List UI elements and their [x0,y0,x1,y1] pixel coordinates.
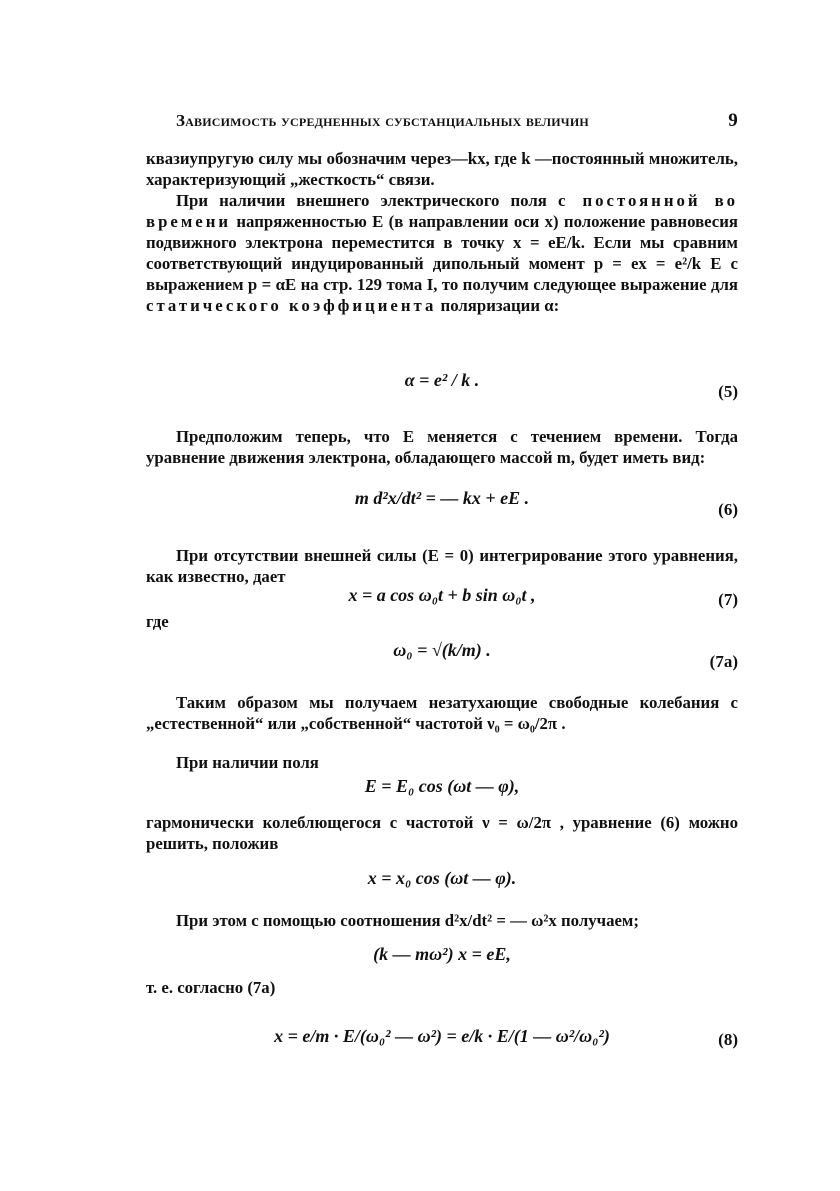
paragraph-2-text [146,190,738,316]
equation-7-number: (7) [718,590,738,609]
equation-field [146,776,738,806]
equation-7a [146,640,738,684]
p2-emphasis-static: статического коэффициента [146,296,437,315]
equation-7-body: x = a cos ω₀t + b sin ω₀t , [348,585,536,605]
equation-8 [146,1010,738,1070]
equation-8-number: (8) [718,1030,738,1049]
paragraph-3-text: Предположим теперь, что E меняется с течением времени. Тогда уравнение движения электрона, обладающего массой m, будет иметь вид: [146,427,738,467]
paragraph-4-text: При отсутствии внешней силы (E = 0) интегрирование этого уравнения, как известно, дает [146,546,738,586]
equation-5 [146,370,738,414]
equation-ansatz-body: x = x₀ cos (ωt — φ). [367,868,517,888]
paragraph-7 [146,812,738,854]
paragraph-9-text: т. е. согласно (7а) [146,978,276,997]
p2-emphasis-constant: с постоянной во времени [146,191,738,231]
page-number: 9 [728,110,738,131]
paragraph-6 [146,752,738,773]
equation-relation [146,944,738,974]
paragraph-8-text: При этом с помощью соотношения d²x/dt² = — ω²x получаем; [176,911,639,930]
equation-field-body: E = E₀ cos (ωt — φ), [364,776,520,796]
paragraph-1 [146,148,738,190]
paragraph-5 [146,692,738,734]
paragraph-3 [146,426,738,468]
equation-8-body: x = e/m · E/(ω₀² — ω²) = e/k · E/(1 — ω²/ω₀²) [274,1026,610,1046]
equation-6 [146,488,738,532]
equation-6-body: m d²x/dt² = — kx + eE . [354,488,530,508]
paragraph-5-text: Таким образом мы получаем незатухающие свободные колебания с „естественной“ или „собственной“ частотой ν₀ = ω₀/2π . [146,693,738,733]
equation-7a-number: (7а) [709,652,738,671]
paragraph-8 [146,910,738,931]
equation-6-number: (6) [718,500,738,519]
equation-ansatz [146,868,738,898]
where-label: где [146,612,169,631]
p2-part-c: напряженностью E (в направлении оси x) положение равновесия подвижного электрона переместится в точку x = eE/k. Если мы сравним соответствующий индуцированный дипольный момент p = ex = e²/k E с выражением p = αE на стр. 129 тома I, то получим следующее выражение для [146,212,738,294]
running-header [176,110,738,132]
p2-part-a: При наличии внешнего электрического поля [176,191,547,210]
equation-7 [146,585,738,615]
equation-5-number: (5) [718,382,738,401]
equation-5-body: α = e² / k . [404,370,480,390]
paragraph-7-text: гармонически колеблющегося с частотой ν = ω/2π , уравнение (6) можно решить, положив [146,813,738,853]
p2-part-e: поляризации α: [440,296,560,315]
paragraph-1-text: квазиупругую силу мы обозначим через—kx, где k —постоянный множитель, характеризующий „жесткость“ связи. [146,149,738,189]
equation-7a-body: ω₀ = √(k/m) . [393,640,491,660]
paragraph-6-text: При наличии поля [176,753,319,772]
paragraph-2 [146,190,738,316]
paragraph-4 [146,545,738,587]
equation-relation-body: (k — mω²) x = eE, [373,944,511,964]
running-title: Зависимость усредненных субстанциальных величин [176,111,589,130]
